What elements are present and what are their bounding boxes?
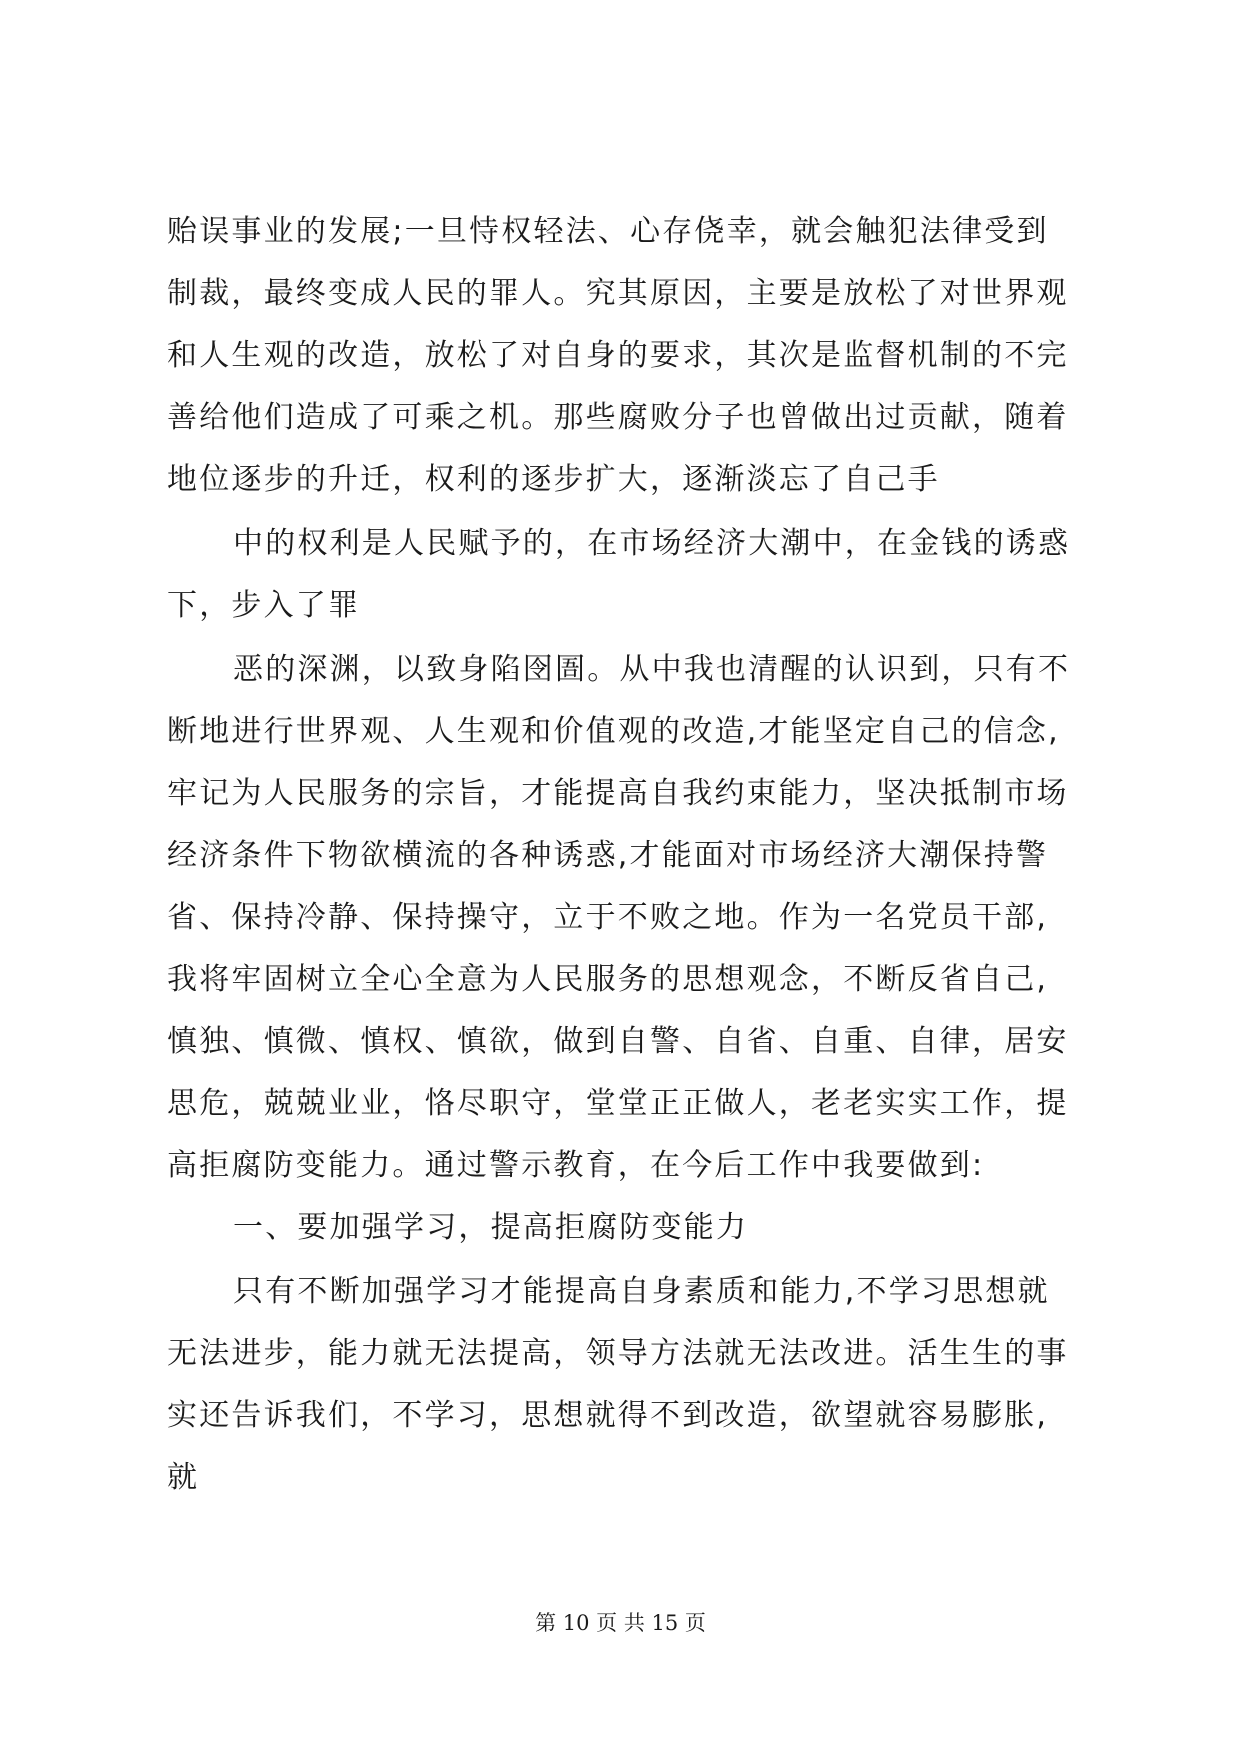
body-line: 贻误事业的发展;一旦恃权轻法、心存侥幸，就会触犯法律受到 bbox=[167, 214, 1049, 249]
body-line: 下，步入了罪 bbox=[167, 588, 361, 623]
body-line: 制裁，最终变成人民的罪人。究其原因，主要是放松了对世界观 bbox=[167, 276, 1069, 311]
body-line: 就 bbox=[167, 1460, 200, 1495]
page-number-footer: 第 10 页 共 15 页 bbox=[535, 1611, 706, 1635]
body-line: 中的权利是人民赋予的，在市场经济大潮中，在金钱的诱惑 bbox=[233, 526, 1071, 561]
body-line: 断地进行世界观、人生观和价值观的改造,才能坚定自己的信念, bbox=[167, 714, 1060, 749]
body-line: 慎独、慎微、慎权、慎欲，做到自警、自省、自重、自律，居安 bbox=[167, 1024, 1069, 1059]
body-line: 牢记为人民服务的宗旨，才能提高自我约束能力，坚决抵制市场 bbox=[167, 776, 1069, 811]
body-line: 思危，兢兢业业，恪尽职守，堂堂正正做人，老老实实工作，提 bbox=[167, 1086, 1069, 1121]
body-line: 无法进步，能力就无法提高，领导方法就无法改进。活生生的事 bbox=[167, 1336, 1069, 1371]
body-line: 善给他们造成了可乘之机。那些腐败分子也曾做出过贡献，随着 bbox=[167, 400, 1069, 435]
body-line: 只有不断加强学习才能提高自身素质和能力,不学习思想就 bbox=[233, 1274, 1050, 1309]
body-line: 省、保持冷静、保持操守，立于不败之地。作为一名党员干部, bbox=[167, 900, 1049, 935]
section-heading: 一、要加强学习，提高拒腐防变能力 bbox=[233, 1210, 749, 1245]
body-line: 高拒腐防变能力。通过警示教育，在今后工作中我要做到: bbox=[167, 1148, 985, 1183]
body-line: 恶的深渊，以致身陷囹圄。从中我也清醒的认识到，只有不 bbox=[233, 652, 1071, 687]
body-line: 地位逐步的升迁，权利的逐步扩大，逐渐淡忘了自己手 bbox=[167, 462, 940, 497]
body-line: 经济条件下物欲横流的各种诱惑,才能面对市场经济大潮保持警 bbox=[167, 838, 1049, 873]
body-line: 实还告诉我们，不学习，思想就得不到改造，欲望就容易膨胀, bbox=[167, 1398, 1049, 1433]
body-line: 我将牢固树立全心全意为人民服务的思想观念，不断反省自己, bbox=[167, 962, 1049, 997]
body-line: 和人生观的改造，放松了对自身的要求，其次是监督机制的不完 bbox=[167, 338, 1069, 373]
